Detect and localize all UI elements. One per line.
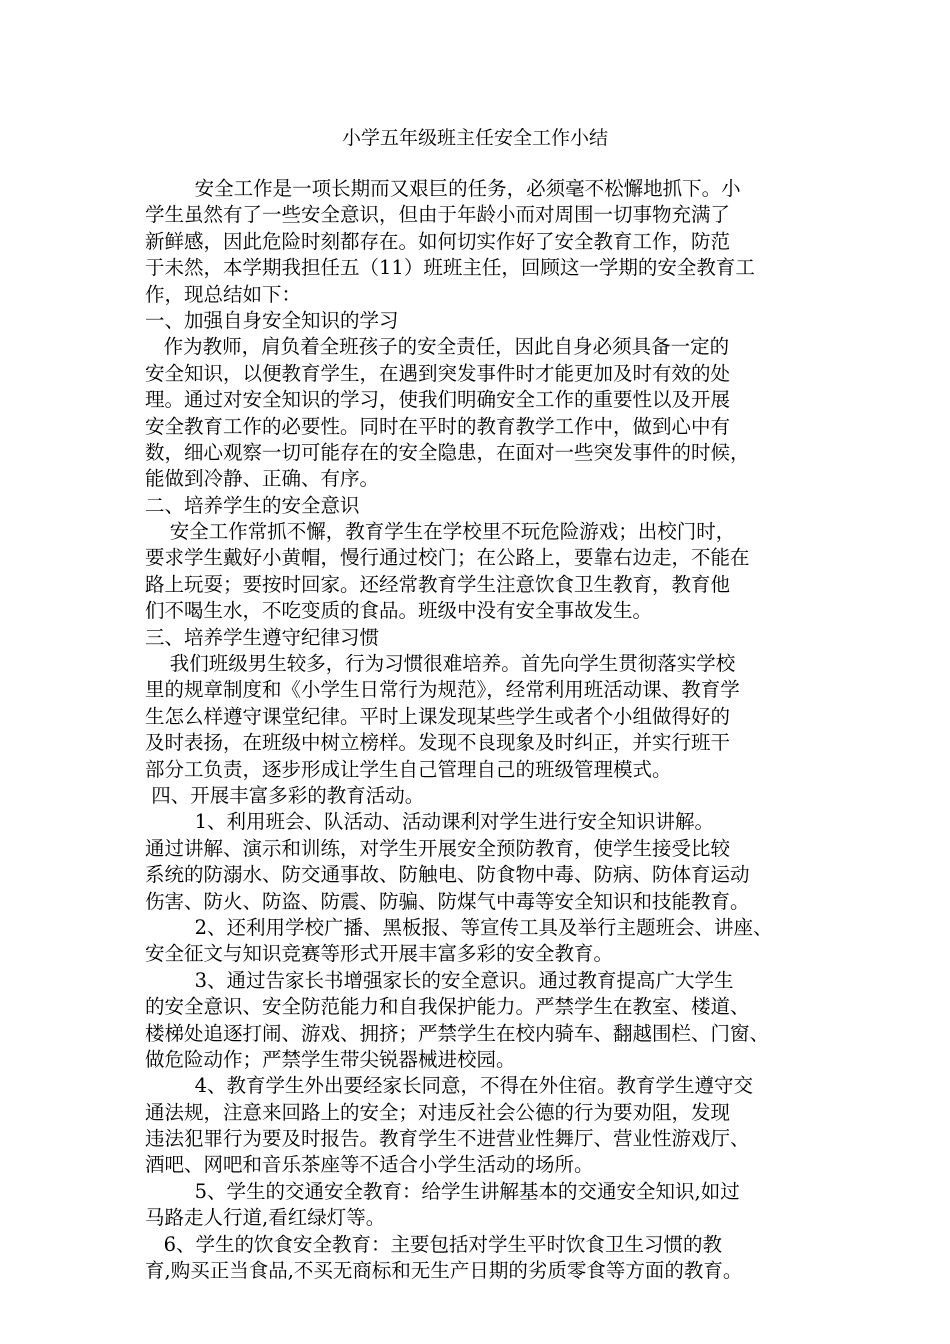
document-line: 做危险动作；严禁学生带尖锐器械进校园。: [145, 1047, 516, 1071]
document-line: 学生虽然有了一些安全意识，但由于年龄小而对周围一切事物充满了: [145, 203, 731, 227]
document-line: 理。通过对安全知识的学习，使我们明确安全工作的重要性以及开展: [145, 388, 731, 412]
document-line: 通过讲解、演示和训练，对学生开展安全预防教育，使学生接受比较: [145, 836, 731, 860]
document-line: 二、培养学生的安全意识: [145, 493, 360, 517]
document-line: 里的规章制度和《小学生日常行为规范》，经常利用班活动课、教育学: [145, 678, 740, 702]
document-line: 安全征文与知识竞赛等形式开展丰富多彩的安全教育。: [145, 942, 614, 966]
document-line: 一、加强自身安全知识的学习: [145, 308, 399, 332]
document-title: 小学五年级班主任安全工作小结: [341, 127, 608, 149]
document-line: 们不喝生水，不吃变质的食品。班级中没有安全事故发生。: [145, 599, 653, 623]
document-line: 2、还利用学校广播、黑板报、等宣传工具及举行主题班会、讲座、: [145, 915, 773, 939]
document-line: 1、利用班会、队活动、活动课利对学生进行安全知识讲解。: [145, 810, 714, 834]
document-line: 安全教育工作的必要性。同时在平时的教育教学工作中，做到心中有: [145, 414, 731, 438]
document-line: 安全工作常抓不懈，教育学生在学校里不玩危险游戏；出校门时，: [145, 520, 736, 544]
document-line: 的安全意识、安全防范能力和自我保护能力。严禁学生在教室、楼道、: [145, 995, 750, 1019]
document-line: 通法规，注意来回路上的安全；对违反社会公德的行为要劝阻，发现: [145, 1100, 731, 1124]
document-line: 酒吧、网吧和音乐茶座等不适合小学生活动的场所。: [145, 1153, 594, 1177]
document-line: 系统的防溺水、防交通事故、防触电、防食物中毒、防病、防体育运动: [145, 863, 750, 887]
document-line: 安全知识，以便教育学生，在遇到突发事件时才能更加及时有效的处: [145, 361, 731, 385]
document-line: 育,购买正当食品,不买无商标和无生产日期的劣质零食等方面的教育。: [145, 1259, 743, 1283]
document-line: 楼梯处追逐打闹、游戏、拥挤；严禁学生在校内骑车、翻越围栏、门窗、: [145, 1021, 770, 1045]
document-line: 作为教师，肩负着全班孩子的安全责任，因此自身必须具备一定的: [145, 335, 730, 359]
document-line: 违法犯罪行为要及时报告。教育学生不进营业性舞厅、营业性游戏厅、: [145, 1127, 750, 1151]
document-line: 5、学生的交通安全教育：给学生讲解基本的交通安全知识,如过: [145, 1179, 740, 1203]
document-line: 我们班级男生较多，行为习惯很难培养。首先向学生贯彻落实学校: [145, 652, 736, 676]
document-line: 作，现总结如下：: [145, 282, 302, 306]
document-line: 路上玩耍；要按时回家。还经常教育学生注意饮食卫生教育，教育他: [145, 572, 731, 596]
document-line: 伤害、防火、防盗、防震、防骗、防煤气中毒等安全知识和技能教育。: [145, 889, 750, 913]
document-line: 于未然，本学期我担任五（11）班班主任，回顾这一学期的安全教育工: [145, 256, 755, 280]
document-line: 3、通过告家长书增强家长的安全意识。通过教育提高广大学生: [145, 968, 734, 992]
document-line: 安全工作是一项长期而又艰巨的任务，必须毫不松懈地抓下。小: [145, 177, 741, 200]
document-line: 能做到冷静、正确、有序。: [145, 467, 380, 491]
document-line: 四、开展丰富多彩的教育活动。: [145, 783, 425, 807]
document-line: 部分工负责，逐步形成让学生自己管理自己的班级管理模式。: [145, 757, 672, 781]
document-line: 数，细心观察一切可能存在的安全隐患，在面对一些突发事件的时候，: [145, 440, 750, 464]
document-line: 6、学生的饮食安全教育：主要包括对学生平时饮食卫生习惯的教: [145, 1232, 723, 1256]
document-line: 要求学生戴好小黄帽，慢行通过校门；在公路上，要靠右边走，不能在: [145, 546, 750, 570]
document-line: 新鲜感，因此危险时刻都存在。如何切实作好了安全教育工作，防范: [145, 229, 731, 253]
document-line: 马路走人行道,看红绿灯等。: [145, 1206, 386, 1230]
document-line: 三、培养学生遵守纪律习惯: [145, 625, 380, 649]
document-line: 及时表扬，在班级中树立榜样。发现不良现象及时纠正，并实行班干: [145, 731, 731, 755]
document-line: 4、教育学生外出要经家长同意，不得在外住宿。教育学生遵守交: [145, 1074, 753, 1098]
document-body: [145, 176, 817, 1284]
document-line: 生怎么样遵守课堂纪律。平时上课发现某些学生或者个小组做得好的: [145, 704, 731, 728]
